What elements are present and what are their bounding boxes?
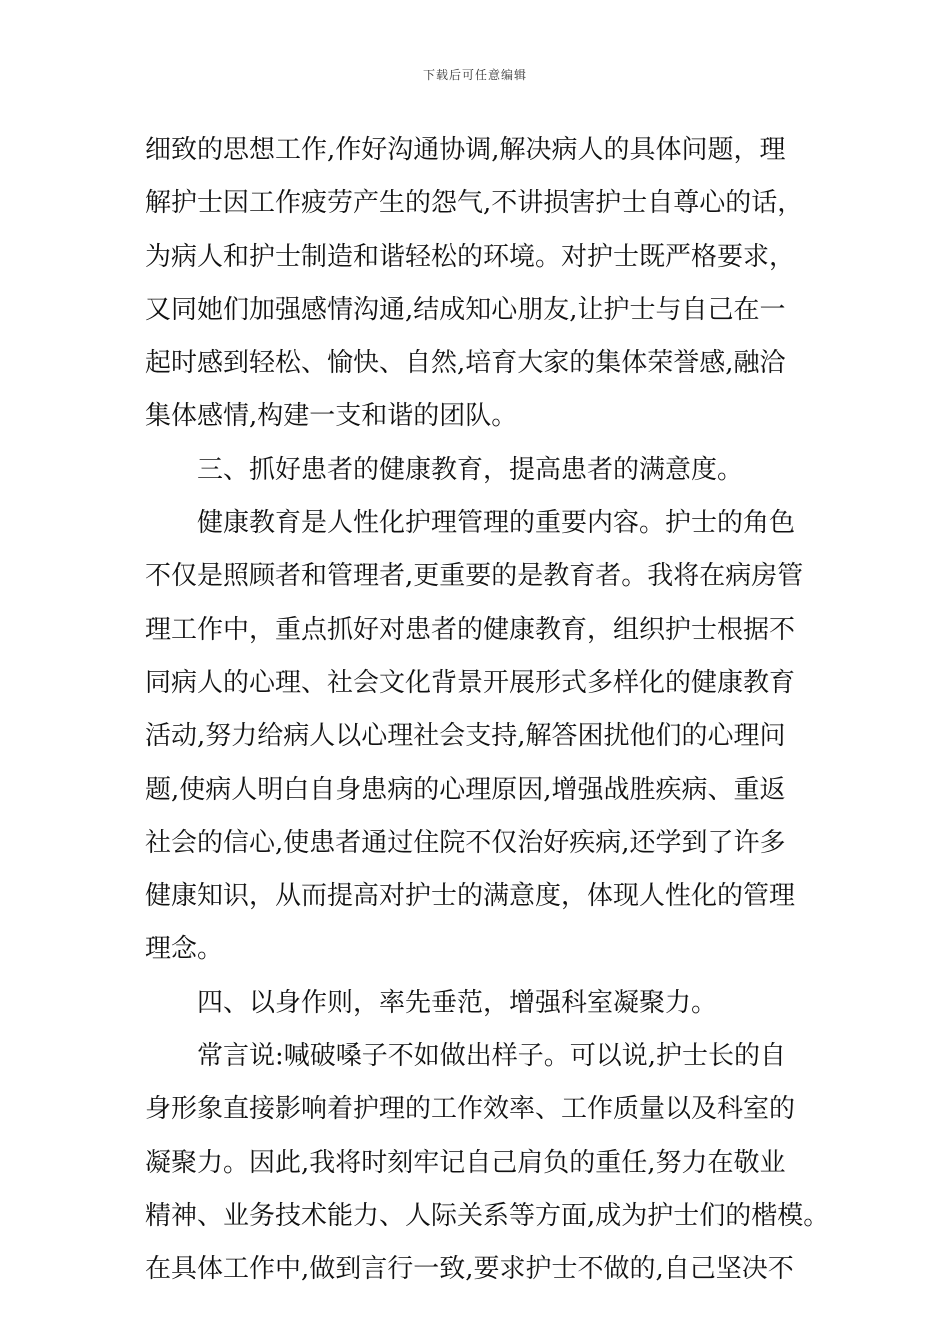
paragraph-line: 社会的信心,使患者通过住院不仅治好疾病,还学到了许多 xyxy=(145,827,786,858)
paragraph-line: 集体感情,构建一支和谐的团队。 xyxy=(145,401,518,432)
paragraph-line: 精神、业务技术能力、人际关系等方面,成为护士们的楷模。 xyxy=(145,1200,830,1231)
paragraph-line: 凝聚力。因此,我将时刻牢记自己肩负的重任,努力在敬业 xyxy=(145,1147,786,1178)
paragraph-line: 不仅是照顾者和管理者,更重要的是教育者。我将在病房管 xyxy=(145,561,804,592)
paragraph-line: 又同她们加强感情沟通,结成知心朋友,让护士与自己在一 xyxy=(145,294,786,325)
section-heading: 四、以身作则，率先垂范，增强科室凝聚力。 xyxy=(197,987,718,1018)
paragraph-line: 理念。 xyxy=(145,934,224,965)
paragraph-line: 健康教育是人性化护理管理的重要内容。护士的角色 xyxy=(197,508,796,539)
paragraph-line: 健康知识，从而提高对护士的满意度，体现人性化的管理 xyxy=(145,881,796,912)
paragraph-line: 在具体工作中,做到言行一致,要求护士不做的,自己坚决不 xyxy=(145,1254,794,1285)
paragraph-line: 题,使病人明白自身患病的心理原因,增强战胜疾病、重返 xyxy=(145,774,786,805)
page-header-note: 下载后可任意编辑 xyxy=(422,68,527,82)
paragraph-line: 理工作中，重点抓好对患者的健康教育，组织护士根据不 xyxy=(145,614,796,645)
paragraph-line: 细致的思想工作,作好沟通协调,解决病人的具体问题，理 xyxy=(145,135,786,165)
paragraph-line: 同病人的心理、社会文化背景开展形式多样化的健康教育 xyxy=(145,667,796,698)
paragraph-line: 身形象直接影响着护理的工作效率、工作质量以及科室的 xyxy=(145,1094,796,1125)
section-heading: 三、抓好患者的健康教育，提高患者的满意度。 xyxy=(197,454,744,485)
paragraph-line: 常言说:喊破嗓子不如做出样子。可以说,护士长的自 xyxy=(197,1041,787,1072)
paragraph-line: 活动,努力给病人以心理社会支持,解答困扰他们的心理问 xyxy=(145,721,786,752)
paragraph-line: 起时感到轻松、愉快、自然,培育大家的集体荣誉感,融洽 xyxy=(145,348,786,379)
paragraph-line: 解护士因工作疲劳产生的怨气,不讲损害护士自尊心的话， xyxy=(145,188,804,219)
document-body xyxy=(145,124,830,1297)
paragraph-line: 为病人和护士制造和谐轻松的环境。对护士既严格要求， xyxy=(145,241,796,272)
